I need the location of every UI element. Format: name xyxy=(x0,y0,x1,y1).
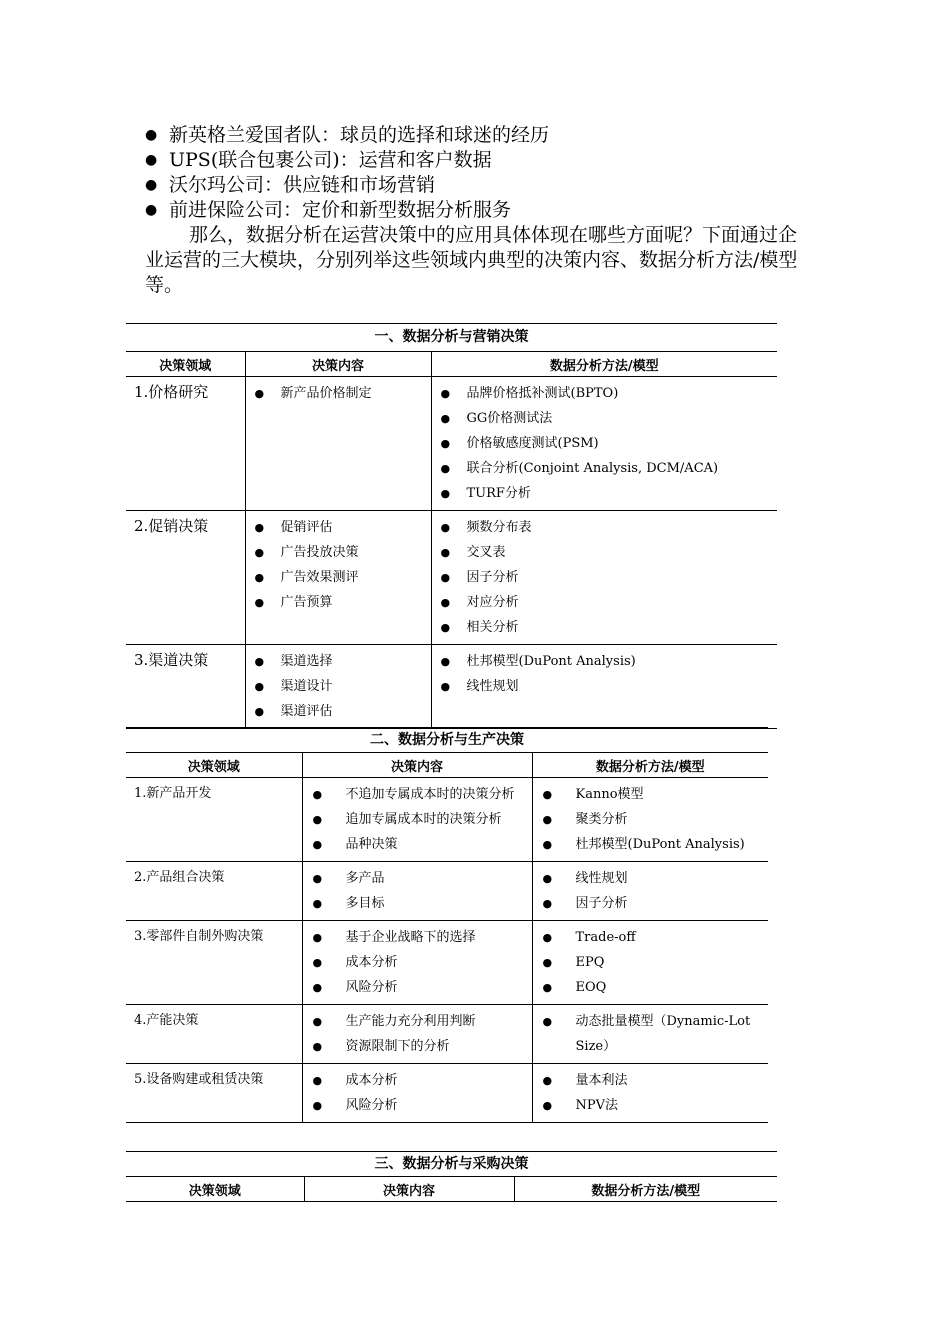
domain-header: 决策领域 xyxy=(126,352,245,377)
bullet-icon: ● xyxy=(542,931,553,944)
table-row xyxy=(126,1005,768,1064)
list-item: ● 相关分析 xyxy=(432,615,778,640)
bullet-icon: ● xyxy=(312,931,323,944)
table-row xyxy=(126,862,768,921)
list-item: ● 多产品 xyxy=(303,866,532,891)
analysis-method-cell xyxy=(532,921,768,1005)
intro-bullet: ● 前进保险公司：定价和新型数据分析服务 xyxy=(145,199,512,221)
list-item: ● 资源限制下的分析 xyxy=(303,1034,532,1059)
bullet-icon: ● xyxy=(440,437,451,450)
bullet-icon: ● xyxy=(312,838,323,851)
bullet-icon: ● xyxy=(312,788,323,801)
table-row xyxy=(126,645,777,729)
analysis-method-cell xyxy=(532,862,768,921)
analysis-method-cell xyxy=(431,377,777,511)
domain-header: 决策领域 xyxy=(126,753,302,778)
decision-domain: 3.渠道决策 xyxy=(126,645,245,729)
bullet-icon: ● xyxy=(542,838,553,851)
table-row xyxy=(126,778,768,862)
bullet-icon: ● xyxy=(440,621,451,634)
bullet-icon: ● xyxy=(440,596,451,609)
method-header: 数据分析方法/模型 xyxy=(532,753,768,778)
decision-content-cell xyxy=(245,377,431,511)
decision-domain: 2.促销决策 xyxy=(126,511,245,645)
list-item: ● 成本分析 xyxy=(303,950,532,975)
bullet-icon: ● xyxy=(440,462,451,475)
list-item: ● 新产品价格制定 xyxy=(246,381,431,406)
bullet-icon: ● xyxy=(312,981,323,994)
decision-content-cell xyxy=(302,862,532,921)
bullet-icon: ● xyxy=(440,487,451,500)
decision-domain: 1.新产品开发 xyxy=(126,778,302,862)
bullet-icon: ● xyxy=(440,521,451,534)
content-header: 决策内容 xyxy=(304,1177,514,1202)
bullet-icon: ● xyxy=(312,1074,323,1087)
production-decision-table xyxy=(126,727,768,1123)
bullet-icon: ● xyxy=(542,1074,553,1087)
list-item: ● EPQ xyxy=(533,950,769,975)
bullet-icon: ● xyxy=(312,813,323,826)
bullet-icon: ● xyxy=(542,897,553,910)
bullet-icon: ● xyxy=(542,872,553,885)
intro-bullet: ● UPS(联合包裹公司)：运营和客户数据 xyxy=(145,149,492,171)
bullet-icon: ● xyxy=(254,655,265,668)
table-title: 一、数据分析与营销决策 xyxy=(126,324,777,352)
list-item: ● 因子分析 xyxy=(432,565,778,590)
bullet-icon: ● xyxy=(440,680,451,693)
list-item: ● Kanno模型 xyxy=(533,782,769,807)
list-item: ● 聚类分析 xyxy=(533,807,769,832)
analysis-method-cell xyxy=(532,1064,768,1123)
list-item: ● 成本分析 xyxy=(303,1068,532,1093)
method-header: 数据分析方法/模型 xyxy=(514,1177,777,1202)
list-item: ● Trade-off xyxy=(533,925,769,950)
domain-header: 决策领域 xyxy=(126,1177,304,1202)
analysis-method-cell xyxy=(532,778,768,862)
list-item: ● 广告预算 xyxy=(246,590,431,615)
list-item: ● 交叉表 xyxy=(432,540,778,565)
decision-content-cell xyxy=(245,511,431,645)
decision-content-cell xyxy=(245,645,431,729)
bullet-icon: ● xyxy=(440,412,451,425)
list-item: ● 线性规划 xyxy=(432,674,778,699)
list-item: ● 因子分析 xyxy=(533,891,769,916)
list-item: ● 杜邦模型(DuPont Analysis) xyxy=(432,649,778,674)
bullet-icon: ● xyxy=(440,571,451,584)
list-item: ● 杜邦模型(DuPont Analysis) xyxy=(533,832,769,857)
bullet-icon: ● xyxy=(254,546,265,559)
analysis-method-cell xyxy=(431,511,777,645)
intro-bullet: ● 沃尔玛公司：供应链和市场营销 xyxy=(145,174,436,196)
table-title: 三、数据分析与采购决策 xyxy=(126,1152,777,1177)
list-item: ● 风险分析 xyxy=(303,975,532,1000)
decision-domain: 3.零部件自制外购决策 xyxy=(126,921,302,1005)
bullet-icon: ● xyxy=(312,956,323,969)
table-row xyxy=(126,377,777,511)
bullet-icon: ● xyxy=(312,897,323,910)
bullet-icon: ● xyxy=(145,152,158,168)
analysis-method-cell xyxy=(431,645,777,729)
bullet-icon: ● xyxy=(312,872,323,885)
analysis-method-cell xyxy=(532,1005,768,1064)
bullet-icon: ● xyxy=(542,981,553,994)
intro-paragraph: 那么，数据分析在运营决策中的应用具体体现在哪些方面呢？下面通过企业运营的三大模块，分别列举这些领域内典型的决策内容、数据分析方法/模型等。 xyxy=(145,224,798,296)
list-item: ● 对应分析 xyxy=(432,590,778,615)
list-item: ● 风险分析 xyxy=(303,1093,532,1118)
bullet-icon: ● xyxy=(145,202,158,218)
decision-domain: 5.设备购建或租赁决策 xyxy=(126,1064,302,1123)
method-header: 数据分析方法/模型 xyxy=(431,352,777,377)
list-item: ● NPV法 xyxy=(533,1093,769,1118)
decision-content-cell xyxy=(302,1005,532,1064)
bullet-icon: ● xyxy=(145,127,158,143)
list-item: ● 量本利法 xyxy=(533,1068,769,1093)
list-item: ● TURF分析 xyxy=(432,481,778,506)
bullet-icon: ● xyxy=(254,521,265,534)
list-item: ● 线性规划 xyxy=(533,866,769,891)
bullet-icon: ● xyxy=(254,387,265,400)
bullet-icon: ● xyxy=(542,1015,553,1028)
bullet-icon: ● xyxy=(542,956,553,969)
decision-content-cell xyxy=(302,1064,532,1123)
list-item: ● 渠道评估 xyxy=(246,699,431,724)
bullet-icon: ● xyxy=(312,1015,323,1028)
bullet-icon: ● xyxy=(440,655,451,668)
list-item: ● 多目标 xyxy=(303,891,532,916)
list-item: ● 促销评估 xyxy=(246,515,431,540)
list-item: ● 广告投放决策 xyxy=(246,540,431,565)
intro-bullet: ● 新英格兰爱国者队：球员的选择和球迷的经历 xyxy=(145,124,550,146)
intro-section xyxy=(145,123,815,298)
content-header: 决策内容 xyxy=(245,352,431,377)
list-item: ● 动态批量模型（Dynamic-Lot Size） xyxy=(533,1009,769,1059)
bullet-icon: ● xyxy=(542,813,553,826)
list-item: ● 生产能力充分利用判断 xyxy=(303,1009,532,1034)
bullet-icon: ● xyxy=(440,387,451,400)
list-item: ● 品牌价格抵补测试(BPTO) xyxy=(432,381,778,406)
procurement-decision-table xyxy=(126,1151,777,1202)
list-item: ● 价格敏感度测试(PSM) xyxy=(432,431,778,456)
decision-content-cell xyxy=(302,778,532,862)
list-item: ● 广告效果测评 xyxy=(246,565,431,590)
list-item: ● 不追加专属成本时的决策分析 xyxy=(303,782,532,807)
list-item: ● 追加专属成本时的决策分析 xyxy=(303,807,532,832)
list-item: ● 频数分布表 xyxy=(432,515,778,540)
list-item: ● 品种决策 xyxy=(303,832,532,857)
table-row xyxy=(126,1064,768,1123)
table-row xyxy=(126,511,777,645)
bullet-icon: ● xyxy=(312,1040,323,1053)
list-item: ● EOQ xyxy=(533,975,769,1000)
table-row xyxy=(126,921,768,1005)
bullet-icon: ● xyxy=(145,177,158,193)
content-header: 决策内容 xyxy=(302,753,532,778)
list-item: ● 联合分析(Conjoint Analysis, DCM/ACA) xyxy=(432,456,778,481)
bullet-icon: ● xyxy=(542,1099,553,1112)
bullet-icon: ● xyxy=(254,571,265,584)
bullet-icon: ● xyxy=(542,788,553,801)
marketing-decision-table xyxy=(126,323,777,729)
bullet-icon: ● xyxy=(254,596,265,609)
table-title: 二、数据分析与生产决策 xyxy=(126,728,768,753)
list-item: ● 基于企业战略下的选择 xyxy=(303,925,532,950)
decision-domain: 4.产能决策 xyxy=(126,1005,302,1064)
list-item: ● 渠道选择 xyxy=(246,649,431,674)
bullet-icon: ● xyxy=(440,546,451,559)
list-item: ● GG价格测试法 xyxy=(432,406,778,431)
decision-domain: 1.价格研究 xyxy=(126,377,245,511)
list-item: ● 渠道设计 xyxy=(246,674,431,699)
decision-content-cell xyxy=(302,921,532,1005)
bullet-icon: ● xyxy=(254,680,265,693)
bullet-icon: ● xyxy=(254,705,265,718)
bullet-icon: ● xyxy=(312,1099,323,1112)
decision-domain: 2.产品组合决策 xyxy=(126,862,302,921)
